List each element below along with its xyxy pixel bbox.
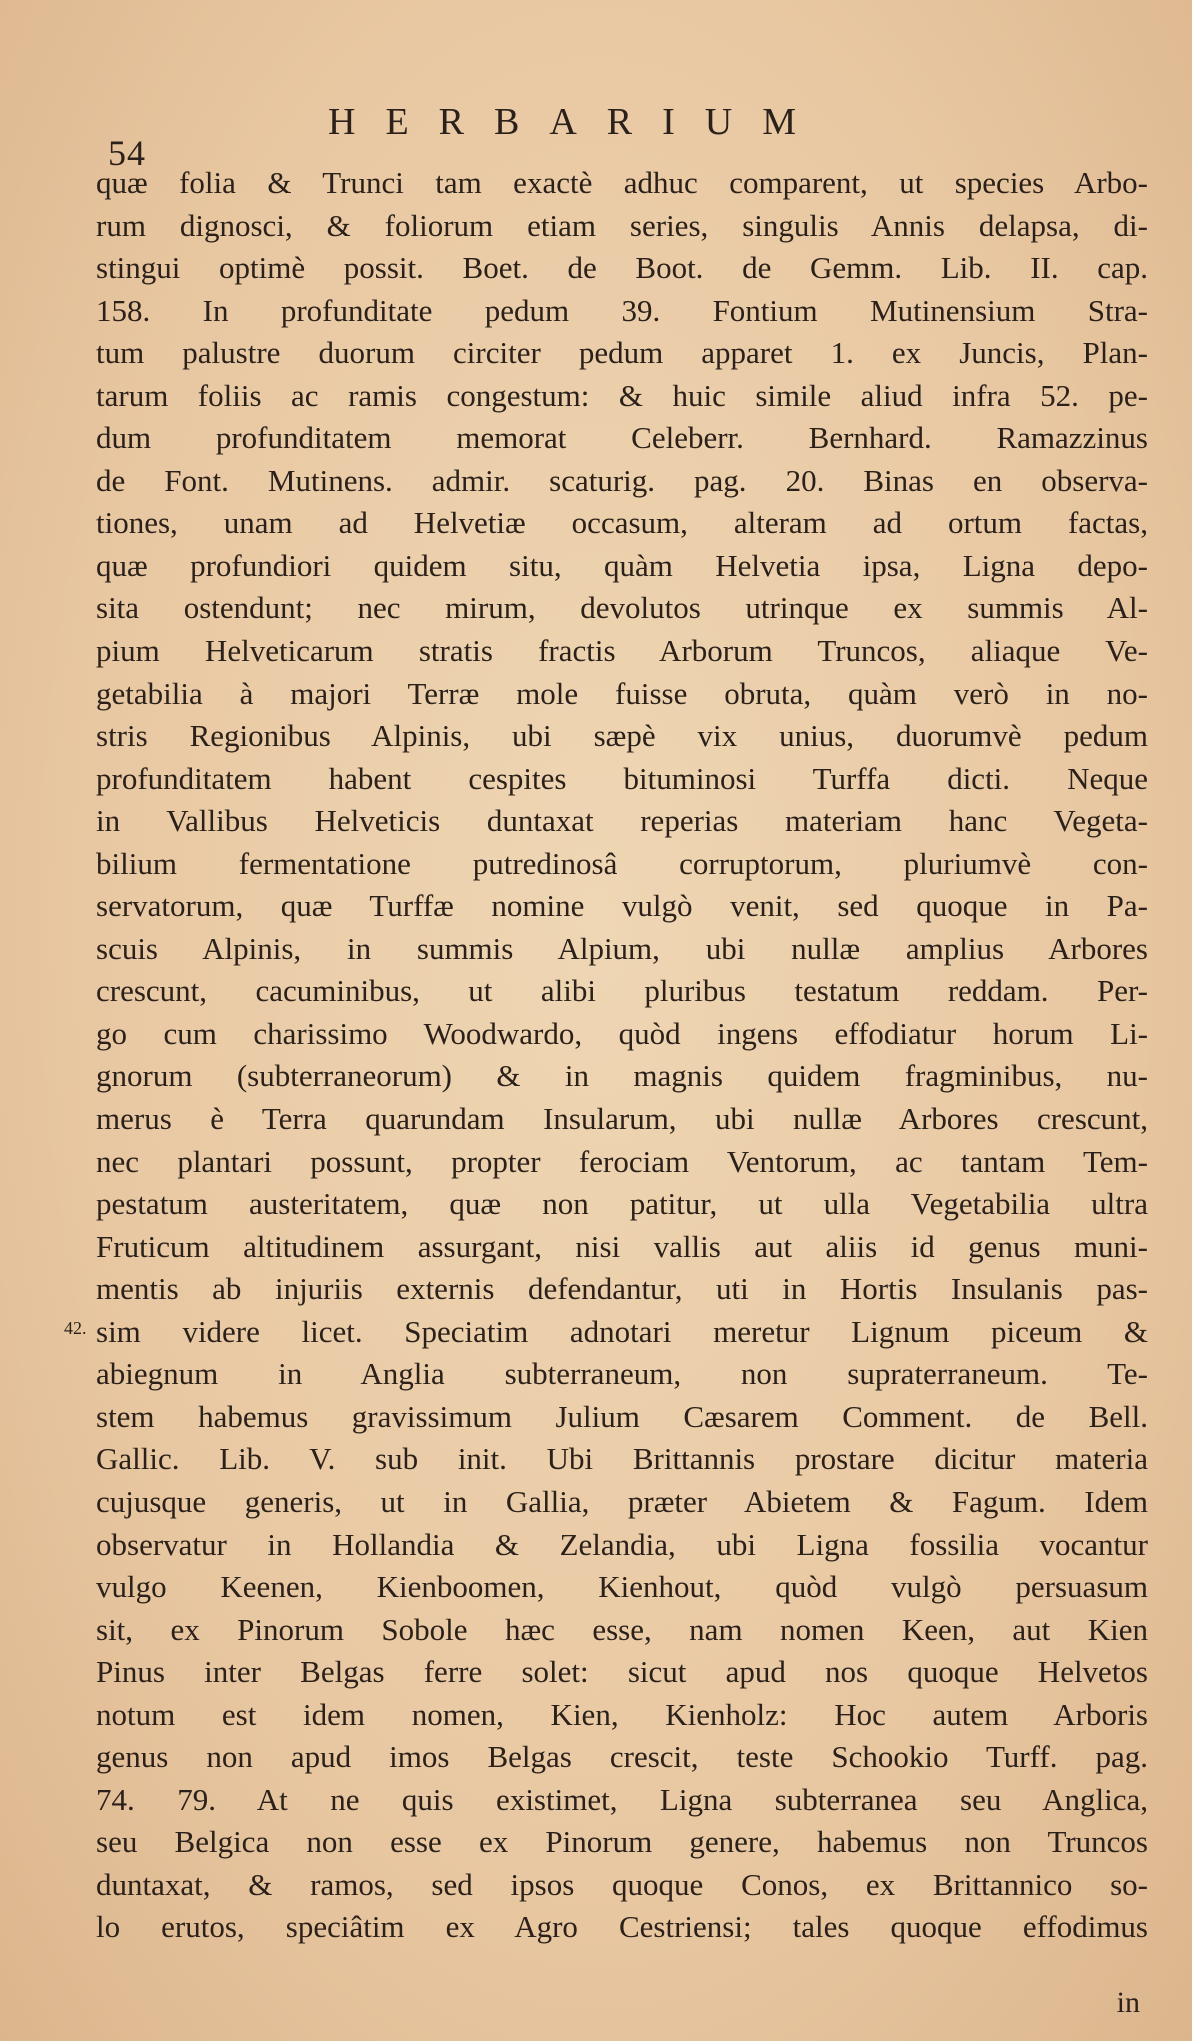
text-line: observatur in Hollandia & Zelandia, ubi Ligna fossilia vocantur [96,1526,1148,1562]
text-line: pium Helveticarum stratis fractis Arborum Truncos, aliaque Ve- [96,633,1148,669]
text-line: sita ostendunt; nec mirum, devolutos utrinque ex summis Al- [96,590,1148,626]
text-line: lo erutos, speciâtim ex Agro Cestriensi; tales quoque effodimus [96,1909,1148,1945]
text-line: abiegnum in Anglia subterraneum, non supraterraneum. Te- [96,1356,1148,1392]
text-line: getabilia à majori Terræ mole fuisse obruta, quàm verò in no- [96,675,1148,711]
text-line: notum est idem nomen, Kien, Kienholz: Hoc autem Arboris [96,1696,1148,1732]
text-line: quæ folia & Trunci tam exactè adhuc comparent, ut species Arbo- [96,165,1148,200]
text-line: Fruticum altitudinem assurgant, nisi vallis aut aliis id genus muni- [96,1228,1148,1264]
text-line: in Vallibus Helveticis duntaxat reperias materiam hanc Vegeta- [96,803,1148,839]
text-line: servatorum, quæ Turffæ nomine vulgò venit, sed quoque in Pa- [96,888,1148,924]
page-number: 54 [108,133,146,173]
text-line: duntaxat, & ramos, sed ipsos quoque Conos, ex Brittannico so- [96,1866,1148,1902]
text-line: genus non apud imos Belgas crescit, teste Schookio Turff. pag. [96,1739,1148,1775]
text-line: stris Regionibus Alpinis, ubi sæpè vix unius, duorumvè pedum [96,718,1148,754]
text-line: sim videre licet. Speciatim adnotari meretur Lignum piceum & [96,1313,1148,1349]
text-line: tum palustre duorum circiter pedum apparet 1. ex Juncis, Plan- [96,335,1148,371]
text-line: seu Belgica non esse ex Pinorum genere, habemus non Truncos [96,1824,1148,1860]
text-line: 74. 79. At ne quis existimet, Ligna subterranea seu Anglica, [96,1781,1148,1817]
text-line: de Font. Mutinens. admir. scaturig. pag. 20. Binas en observa- [96,462,1148,498]
body-text [96,162,1148,1949]
text-line: profunditatem habent cespites bituminosi Turffa dicti. Neque [96,760,1148,796]
text-line: tiones, unam ad Helvetiæ occasum, alteram ad ortum factas, [96,505,1148,541]
text-line: tarum foliis ac ramis congestum: & huic simile aliud infra 52. pe- [96,377,1148,413]
text-line: go cum charissimo Woodwardo, quòd ingens effodiatur horum Li- [96,1015,1148,1051]
catchword: in [1116,1986,1140,2019]
text-line: rum dignosci, & foliorum etiam series, singulis Annis delapsa, di- [96,207,1148,243]
text-line: dum profunditatem memorat Celeberr. Bernhard. Ramazzinus [96,420,1148,456]
text-line: stingui optimè possit. Boet. de Boot. de Gemm. Lib. II. cap. [96,250,1148,286]
text-line: vulgo Keenen, Kienboomen, Kienhout, quòd vulgò persuasum [96,1569,1148,1605]
running-title: HERBARIUM [328,101,827,143]
text-line: scuis Alpinis, in summis Alpium, ubi nullæ amplius Arbores [96,930,1148,966]
text-line: pestatum austeritatem, quæ non patitur, ut ulla Vegetabilia ultra [96,1186,1148,1222]
text-line: 158. In profunditate pedum 39. Fontium Mutinensium Stra- [96,292,1148,328]
text-line: cujusque generis, ut in Gallia, præter Abietem & Fagum. Idem [96,1483,1148,1519]
page-header [0,96,1192,173]
margin-note: 42. [64,1318,87,1338]
text-line: quæ profundiori quidem situ, quàm Helvetia ipsa, Ligna depo- [96,547,1148,583]
text-line: mentis ab injuriis externis defendantur, uti in Hortis Insulanis pas- [96,1271,1148,1307]
text-line: crescunt, cacuminibus, ut alibi pluribus testatum reddam. Per- [96,973,1148,1009]
text-line: nec plantari possunt, propter ferociam Ventorum, ac tantam Tem- [96,1143,1148,1179]
text-line: stem habemus gravissimum Julium Cæsarem Comment. de Bell. [96,1398,1148,1434]
text-line: merus è Terra quarundam Insularum, ubi nullæ Arbores crescunt, [96,1101,1148,1137]
text-line: gnorum (subterraneorum) & in magnis quidem fragminibus, nu- [96,1058,1148,1094]
text-line: Gallic. Lib. V. sub init. Ubi Brittannis prostare dicitur materia [96,1441,1148,1477]
text-line: bilium fermentatione putredinosâ corruptorum, pluriumvè con- [96,845,1148,881]
text-line: sit, ex Pinorum Sobole hæc esse, nam nomen Keen, aut Kien [96,1611,1148,1647]
text-line: Pinus inter Belgas ferre solet: sicut apud nos quoque Helvetos [96,1654,1148,1690]
